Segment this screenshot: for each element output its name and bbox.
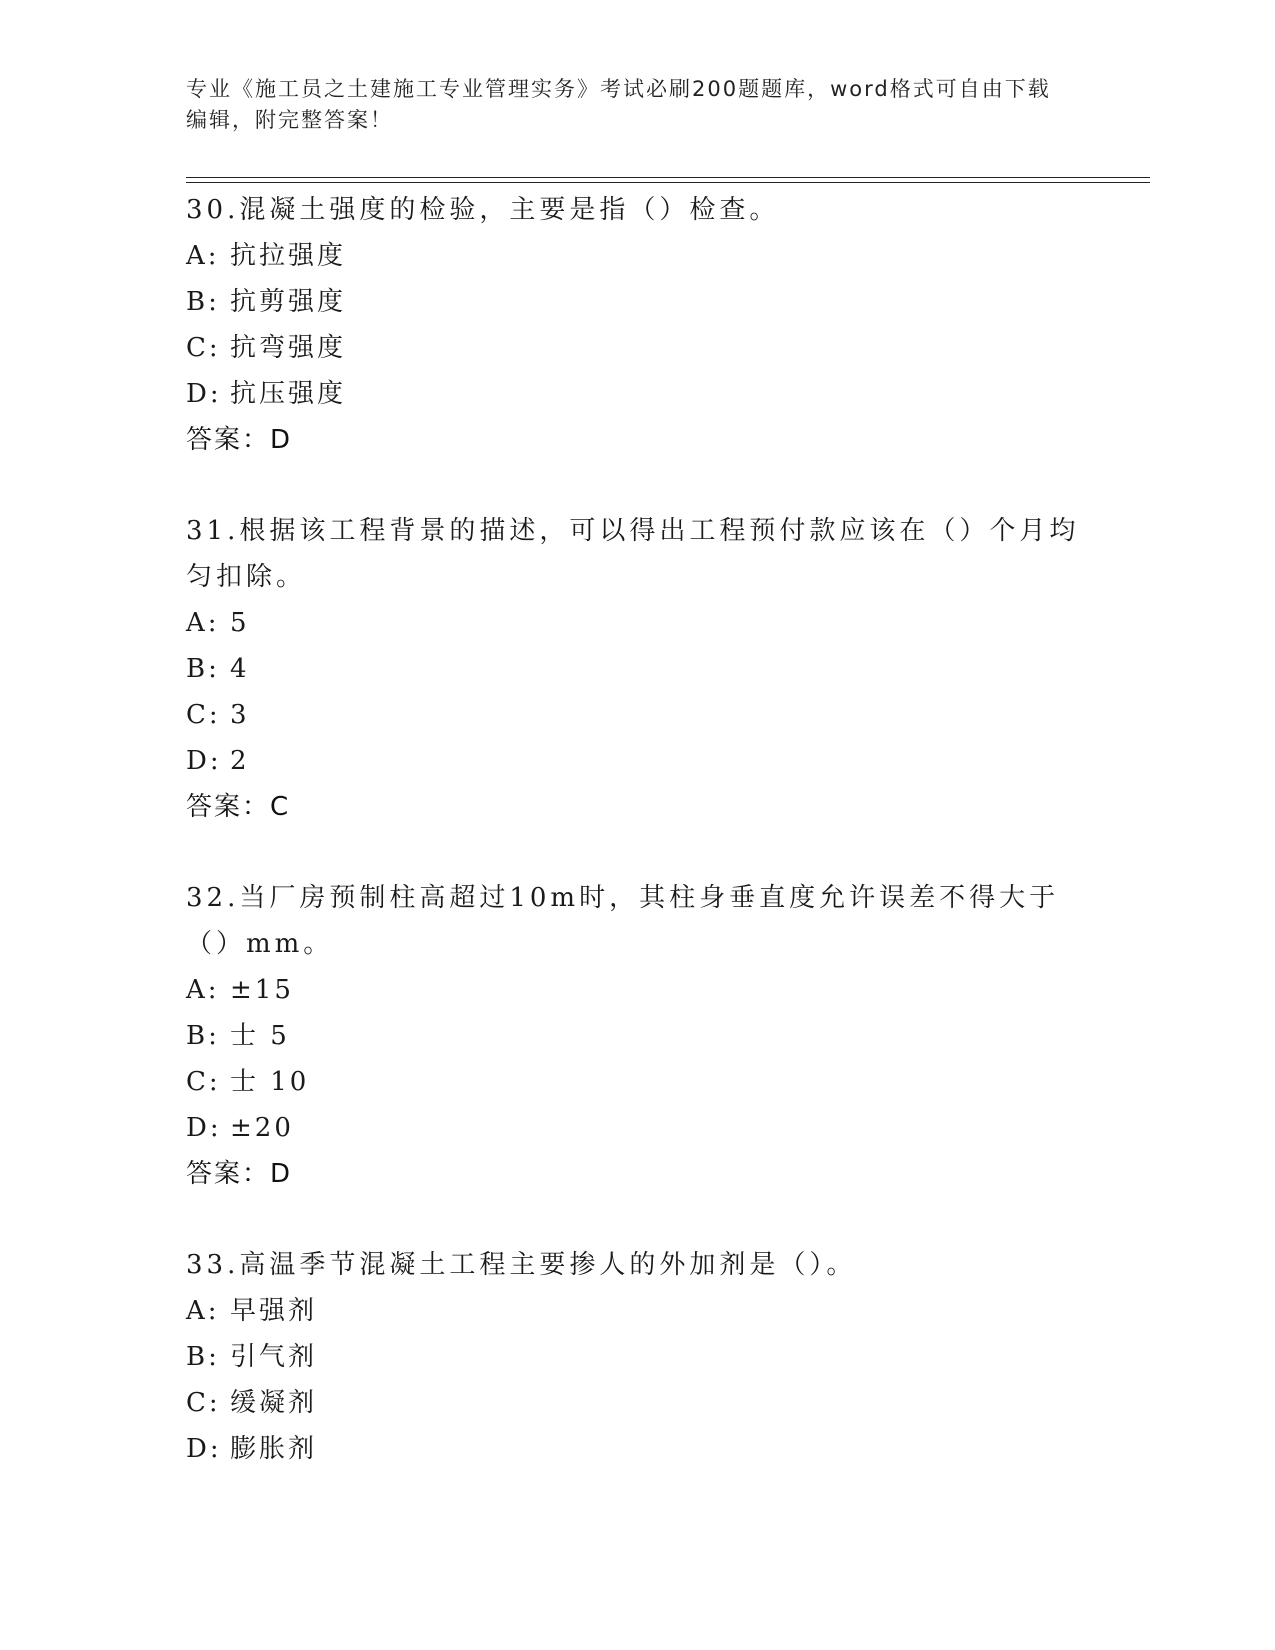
option-a bbox=[186, 600, 1086, 646]
document-header: 专业《施工员之土建施工专业管理实务》考试必刷200题题库，word格式可自由下载编辑，附完整答案！ bbox=[186, 77, 1051, 132]
answer-line: 答案：D bbox=[186, 425, 293, 455]
option-text: 引气剂 bbox=[230, 1342, 318, 1372]
question-stem: 30.混凝土强度的检验，主要是指（）检查。 bbox=[186, 195, 780, 225]
option-letter: D: bbox=[186, 379, 222, 409]
option-b bbox=[186, 279, 1086, 325]
option-text: 3 bbox=[230, 700, 250, 730]
option-letter: C: bbox=[186, 700, 221, 730]
question-item bbox=[186, 875, 1086, 1197]
option-letter: C: bbox=[186, 333, 221, 363]
option-text: 士 10 bbox=[230, 1067, 310, 1097]
option-b bbox=[186, 1013, 1086, 1059]
option-c bbox=[186, 692, 1086, 738]
option-text: ±15 bbox=[230, 975, 294, 1005]
option-letter: A: bbox=[186, 1296, 220, 1326]
option-text: 膨胀剂 bbox=[230, 1434, 318, 1464]
question-item bbox=[186, 187, 1086, 463]
option-letter: A: bbox=[186, 608, 220, 638]
option-letter: A: bbox=[186, 241, 220, 271]
option-d bbox=[186, 738, 1086, 784]
option-b bbox=[186, 1334, 1086, 1380]
option-d bbox=[186, 1105, 1086, 1151]
option-letter: B: bbox=[186, 1021, 220, 1051]
answer-line: 答案：C bbox=[186, 792, 291, 822]
option-letter: B: bbox=[186, 287, 220, 317]
question-spacer bbox=[186, 830, 1086, 875]
option-letter: C: bbox=[186, 1388, 221, 1418]
header-rule-bottom bbox=[186, 182, 1150, 183]
option-c bbox=[186, 325, 1086, 371]
option-text: 士 5 bbox=[230, 1021, 290, 1051]
option-d bbox=[186, 371, 1086, 417]
option-a bbox=[186, 233, 1086, 279]
option-letter: B: bbox=[186, 1342, 220, 1372]
question-item bbox=[186, 1242, 1086, 1472]
option-letter: D: bbox=[186, 1434, 222, 1464]
option-text: 抗拉强度 bbox=[230, 241, 347, 271]
option-text: 5 bbox=[230, 608, 250, 638]
question-spacer bbox=[186, 463, 1086, 508]
option-c bbox=[186, 1059, 1086, 1105]
option-text: 4 bbox=[230, 654, 250, 684]
header-rule-top bbox=[186, 177, 1150, 178]
option-text: 2 bbox=[230, 746, 250, 776]
question-stem: 32.当厂房预制柱高超过10m时，其柱身垂直度允许误差不得大于（）mm。 bbox=[186, 883, 1060, 959]
option-text: 抗压强度 bbox=[230, 379, 347, 409]
question-stem: 31.根据该工程背景的描述，可以得出工程预付款应该在（）个月均匀扣除。 bbox=[186, 516, 1080, 592]
option-a bbox=[186, 1288, 1086, 1334]
option-b bbox=[186, 646, 1086, 692]
option-letter: B: bbox=[186, 654, 220, 684]
answer-line: 答案：D bbox=[186, 1159, 293, 1189]
question-stem: 33.高温季节混凝土工程主要掺人的外加剂是（）。 bbox=[186, 1250, 857, 1280]
option-text: 抗弯强度 bbox=[230, 333, 347, 363]
option-letter: D: bbox=[186, 746, 222, 776]
option-text: 抗剪强度 bbox=[230, 287, 347, 317]
option-text: 缓凝剂 bbox=[230, 1388, 318, 1418]
question-list bbox=[186, 187, 1086, 1472]
option-letter: D: bbox=[186, 1113, 222, 1143]
option-a bbox=[186, 967, 1086, 1013]
option-letter: A: bbox=[186, 975, 220, 1005]
option-text: ±20 bbox=[230, 1113, 294, 1143]
option-d bbox=[186, 1426, 1086, 1472]
option-text: 早强剂 bbox=[230, 1296, 318, 1326]
option-c bbox=[186, 1380, 1086, 1426]
question-item bbox=[186, 508, 1086, 830]
question-spacer bbox=[186, 1197, 1086, 1242]
option-letter: C: bbox=[186, 1067, 221, 1097]
